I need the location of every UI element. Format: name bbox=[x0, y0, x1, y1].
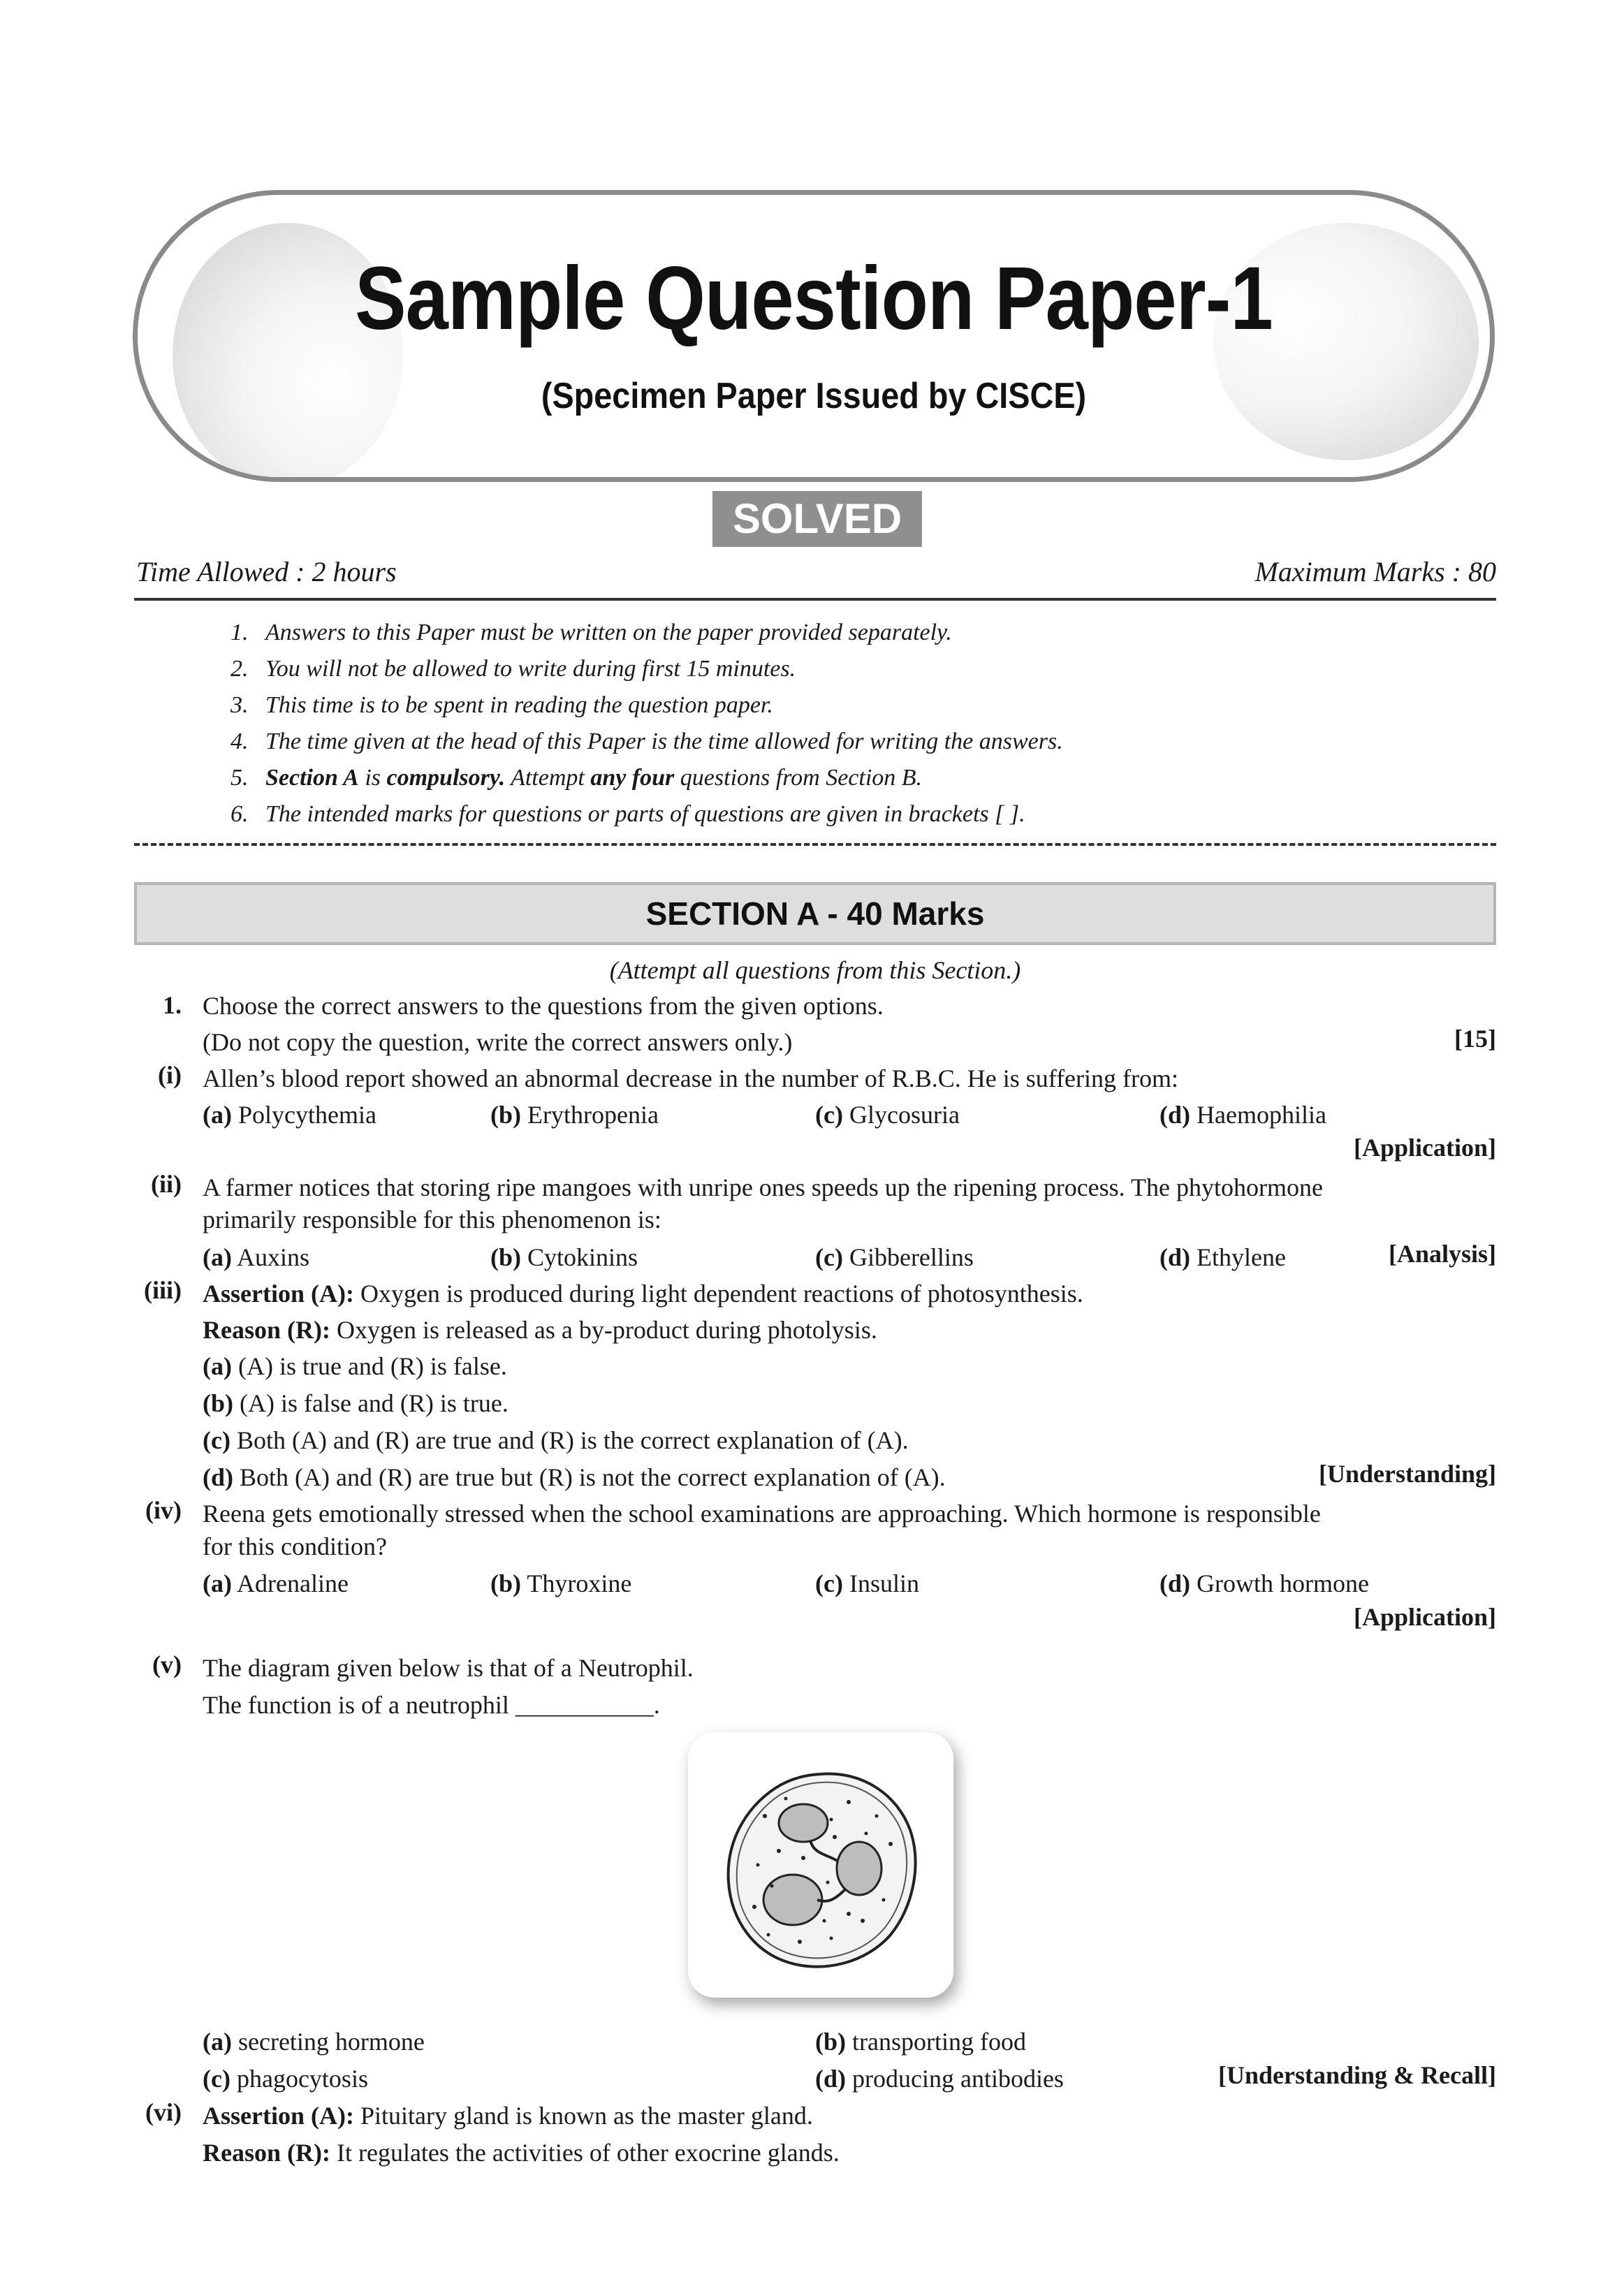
question-number: (i) bbox=[158, 1061, 182, 1089]
option: (d) Haemophilia bbox=[1160, 1101, 1326, 1129]
question-text: Reena gets emotionally stressed when the school examinations are approaching. Which hormone is responsible bbox=[203, 1500, 1321, 1528]
neutrophil-diagram bbox=[688, 1732, 953, 1998]
option: (d) Ethylene bbox=[1160, 1243, 1286, 1271]
section-a-header: SECTION A - 40 Marks bbox=[134, 882, 1496, 945]
option: (c) Gibberellins bbox=[815, 1243, 974, 1271]
paper-title: Sample Question Paper-1 bbox=[355, 249, 1273, 349]
skill-tag: [Analysis] bbox=[1388, 1240, 1496, 1268]
title-banner bbox=[133, 190, 1495, 482]
option: (b) Thyroxine bbox=[490, 1569, 632, 1597]
instructions-list bbox=[231, 615, 1418, 833]
instruction-item: 4. The time given at the head of this Paper is the time allowed for writing the answers. bbox=[231, 729, 1063, 754]
question-number: (v) bbox=[152, 1650, 182, 1678]
option: (a) secreting hormone bbox=[203, 2028, 425, 2056]
option: (b) Erythropenia bbox=[490, 1101, 659, 1129]
skill-tag: [Understanding] bbox=[1318, 1460, 1496, 1488]
skill-tag: [Understanding & Recall] bbox=[1218, 2061, 1496, 2089]
reason: Reason (R): It regulates the activities of other exocrine glands. bbox=[203, 2139, 840, 2167]
question-number: (iv) bbox=[145, 1496, 182, 1524]
paper-subtitle: (Specimen Paper Issued by CISCE) bbox=[541, 376, 1087, 416]
option: (a) Auxins bbox=[203, 1243, 310, 1271]
option: (d) Both (A) and (R) are true but (R) is not the correct explanation of (A). bbox=[203, 1463, 946, 1491]
assertion: Assertion (A): Oxygen is produced during light dependent reactions of photosynthesis. bbox=[203, 1280, 1083, 1308]
header-rule bbox=[134, 598, 1496, 601]
question-text: The diagram given below is that of a Neutrophil. bbox=[203, 1654, 694, 1682]
question-number: 1. bbox=[163, 991, 182, 1019]
option: (c) Glycosuria bbox=[815, 1101, 960, 1129]
neutrophil-illustration bbox=[688, 1732, 953, 1998]
time-allowed: Time Allowed : 2 hours bbox=[136, 556, 397, 587]
option: (b) Cytokinins bbox=[490, 1243, 638, 1271]
reason: Reason (R): Oxygen is released as a by-product during photolysis. bbox=[203, 1316, 877, 1344]
section-note: (Attempt all questions from this Section.) bbox=[609, 956, 1021, 984]
instruction-item: 3. This time is to be spent in reading the question paper. bbox=[231, 692, 773, 718]
option: (d) Growth hormone bbox=[1160, 1569, 1369, 1597]
option: (c) Insulin bbox=[815, 1569, 919, 1597]
assertion: Assertion (A): Pituitary gland is known as the master gland. bbox=[203, 2102, 813, 2130]
instruction-item: 1. Answers to this Paper must be written on the paper provided separately. bbox=[231, 620, 952, 645]
instruction-item: 2. You will not be allowed to write during first 15 minutes. bbox=[231, 656, 796, 682]
question-number: (iii) bbox=[144, 1276, 182, 1304]
dashed-divider bbox=[134, 843, 1496, 846]
instruction-item: 5. Section A is compulsory. Attempt any four questions from Section B. bbox=[231, 765, 923, 791]
question-text: Allen’s blood report showed an abnormal decrease in the number of R.B.C. He is suffering from: bbox=[203, 1064, 1179, 1092]
question-number: (vi) bbox=[145, 2098, 182, 2126]
question-text: A farmer notices that storing ripe mangoes with unripe ones speeds up the ripening process. The phytohormone bbox=[203, 1173, 1323, 1201]
marks-tag: [15] bbox=[1454, 1025, 1496, 1053]
skill-tag: [Application] bbox=[1353, 1603, 1496, 1631]
option: (b) transporting food bbox=[815, 2028, 1026, 2056]
option: (c) Both (A) and (R) are true and (R) is the correct explanation of (A). bbox=[203, 1426, 909, 1454]
question-text: primarily responsible for this phenomenon is: bbox=[203, 1206, 661, 1233]
question-number: (ii) bbox=[151, 1170, 182, 1198]
question-text: The function is of a neutrophil ___________. bbox=[203, 1691, 660, 1719]
question-text: (Do not copy the question, write the correct answers only.) bbox=[203, 1028, 793, 1056]
option: (c) phagocytosis bbox=[203, 2065, 368, 2093]
instruction-item: 6. The intended marks for questions or parts of questions are given in brackets [ ]. bbox=[231, 801, 1025, 827]
option: (a) (A) is true and (R) is false. bbox=[203, 1352, 507, 1380]
question-text: for this condition? bbox=[203, 1532, 387, 1560]
option: (d) producing antibodies bbox=[815, 2065, 1064, 2093]
option: (b) (A) is false and (R) is true. bbox=[203, 1389, 509, 1417]
skill-tag: [Application] bbox=[1353, 1134, 1496, 1162]
option: (a) Adrenaline bbox=[203, 1569, 349, 1597]
question-text: Choose the correct answers to the questions from the given options. bbox=[203, 992, 884, 1020]
maximum-marks: Maximum Marks : 80 bbox=[1254, 556, 1496, 587]
option: (a) Polycythemia bbox=[203, 1101, 376, 1129]
solved-badge: SOLVED bbox=[712, 491, 922, 547]
